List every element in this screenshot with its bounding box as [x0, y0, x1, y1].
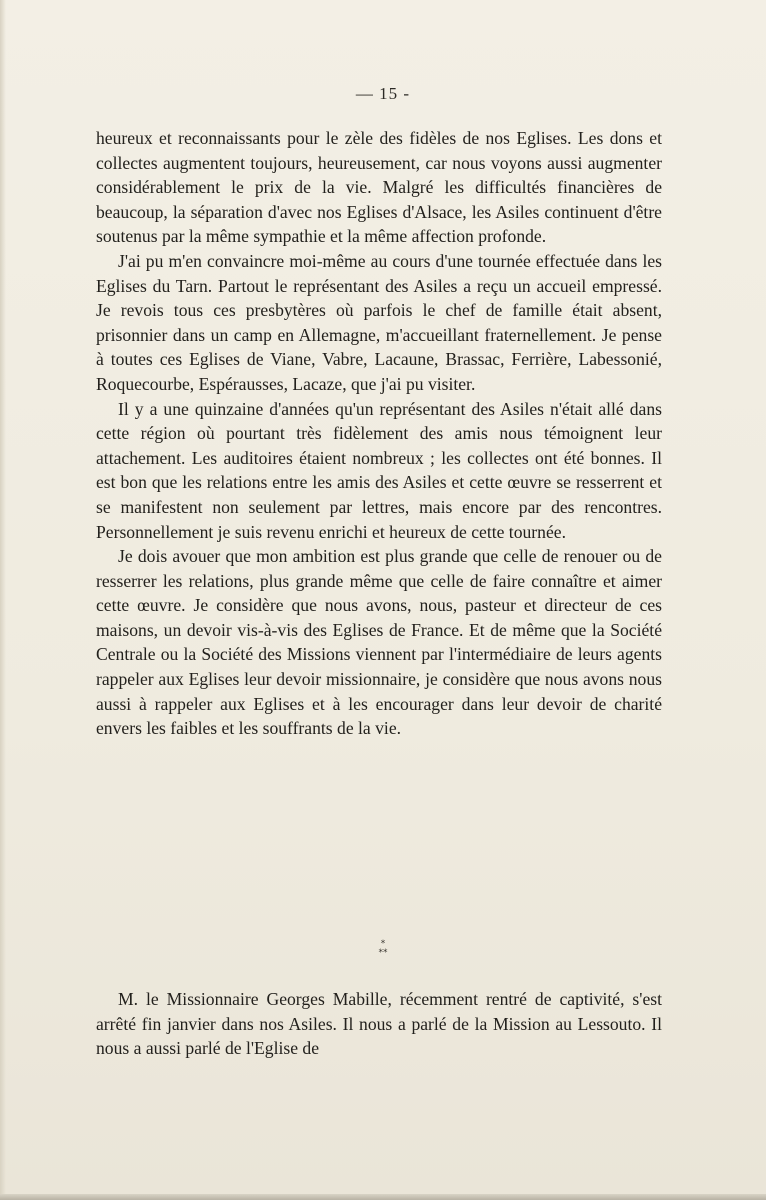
paragraph-4: Je dois avouer que mon ambition est plus grande que celle de renouer ou de resserrer les relations, plus grande même que celle de faire connaître et aimer cette œuvre. Je considère que nous avons, nous, pasteur et directeur de ces maisons, un devoir vis-à-vis des Eglises de France. Et de même que la Société Centrale ou la Société des Missions viennent par l'intermédiaire de leurs agents rappeler aux Eglises leur devoir missionnaire, je considère que nous avons nous aussi à rappeler aux Eglises et à les encourager dans leur devoir de charité envers les faibles et les souffrants de la vie. [96, 546, 662, 739]
body-text-continued [96, 987, 662, 1061]
section-separator [0, 940, 766, 958]
page-bottom-edge [0, 1194, 766, 1200]
paragraph-2: J'ai pu m'en convaincre moi-même au cours d'une tournée effectuée dans les Eglises du Tarn. Partout le représentant des Asiles a reçu un accueil empressé. Je revois tous ces presbytères où parfois le chef de famille était absent, prisonnier dans un camp en Allemagne, m'accueillant fraternellement. Je pense à toutes ces Eglises de Viane, Vabre, Lacaune, Brassac, Ferrière, Labessonié, Roquecourbe, Espérausses, Lacaze, que j'ai pu visiter. [96, 250, 662, 394]
page-number: — 15 - [355, 84, 411, 103]
body-text [96, 126, 662, 741]
paragraph-3: Il y a une quinzaine d'années qu'un représentant des Asiles n'était allé dans cette région où pourtant très fidèlement des amis nous témoignent leur attachement. Les auditoires étaient nombreux ; les collectes ont été bonnes. Il est bon que les relations entre les amis des Asiles et cette œuvre se resserrent et se manifestent non seulement par lettres, mais encore par des rencontres. Personnellement je suis revenu enrichi et heureux de cette tournée. [96, 398, 662, 542]
paragraph-5: M. le Missionnaire Georges Mabille, récemment rentré de captivité, s'est arrêté fin janvier dans nos Asiles. Il nous a parlé de la Mission au Lessouto. Il nous a aussi parlé de l'Eglise de [96, 989, 662, 1059]
paragraph-1: heureux et reconnaissants pour le zèle des fidèles de nos Eglises. Les dons et collectes augmentent toujours, heureusement, car nous voyons aussi augmenter considérablement le prix de la vie. Malgré les difficultés financières de beaucoup, la séparation d'avec nos Eglises d'Alsace, les Asiles continuent d'être soutenus par la même sympathie et la même affection profonde. [96, 128, 662, 247]
asterism-top: * [380, 939, 386, 949]
page-left-edge [0, 0, 6, 1200]
asterism-bottom: ** [378, 948, 388, 958]
